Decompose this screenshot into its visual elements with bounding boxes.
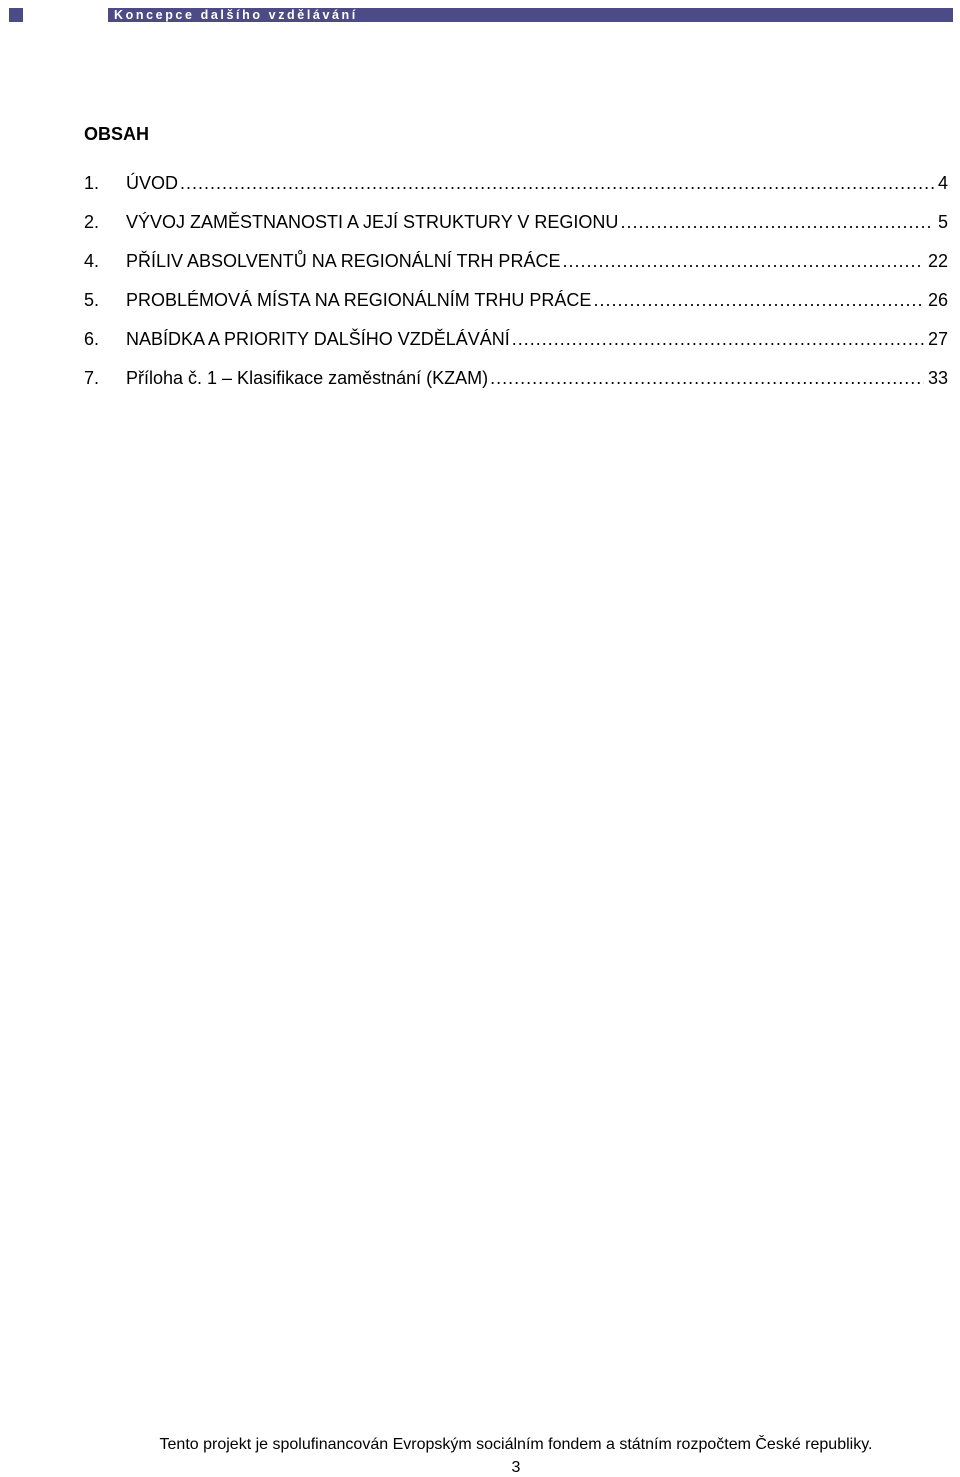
toc-label: VÝVOJ ZAMĚSTNANOSTI A JEJÍ STRUKTURY V REGIONU: [126, 212, 619, 232]
toc-leader: [180, 172, 934, 194]
header-square: [9, 8, 23, 22]
toc-number: 5.: [84, 290, 100, 310]
toc-entry[interactable]: [84, 211, 948, 250]
header-title: Koncepce dalšího vzdělávání: [114, 8, 358, 22]
toc-page: 22: [927, 251, 948, 271]
footer-text: Tento projekt je spolufinancován Evropským sociálním fondem a státním rozpočtem České republiky.: [159, 1436, 873, 1453]
toc-page: 26: [927, 290, 948, 310]
toc-page: 5: [937, 212, 948, 232]
toc-entry[interactable]: [84, 250, 948, 289]
table-of-contents: [84, 172, 948, 406]
page-number: 3: [511, 1459, 521, 1476]
toc-number: 6.: [84, 329, 100, 349]
toc-leader: [562, 250, 924, 272]
toc-page: 27: [927, 329, 948, 349]
toc-label: PŘÍLIV ABSOLVENTŮ NA REGIONÁLNÍ TRH PRÁCE: [126, 251, 561, 271]
toc-leader: [620, 211, 934, 233]
toc-label: ÚVOD: [126, 173, 179, 193]
toc-number: 1.: [84, 173, 100, 193]
toc-label: Příloha č. 1 – Klasifikace zaměstnání (KZAM): [126, 368, 489, 388]
header-bar: [108, 8, 953, 22]
toc-number: 4.: [84, 251, 100, 271]
toc-leader: [512, 328, 924, 350]
toc-entry[interactable]: [84, 172, 948, 211]
toc-page: 33: [927, 368, 948, 388]
toc-leader: [593, 289, 924, 311]
toc-entry[interactable]: [84, 328, 948, 367]
toc-entry[interactable]: [84, 367, 948, 406]
toc-number: 7.: [84, 368, 100, 388]
toc-title: OBSAH: [84, 124, 150, 144]
toc-entry[interactable]: [84, 289, 948, 328]
toc-leader: [490, 367, 924, 389]
toc-label: NABÍDKA A PRIORITY DALŠÍHO VZDĚLÁVÁNÍ: [126, 329, 510, 349]
toc-label: PROBLÉMOVÁ MÍSTA NA REGIONÁLNÍM TRHU PRÁCE: [126, 290, 592, 310]
toc-page: 4: [937, 173, 948, 193]
toc-number: 2.: [84, 212, 100, 232]
